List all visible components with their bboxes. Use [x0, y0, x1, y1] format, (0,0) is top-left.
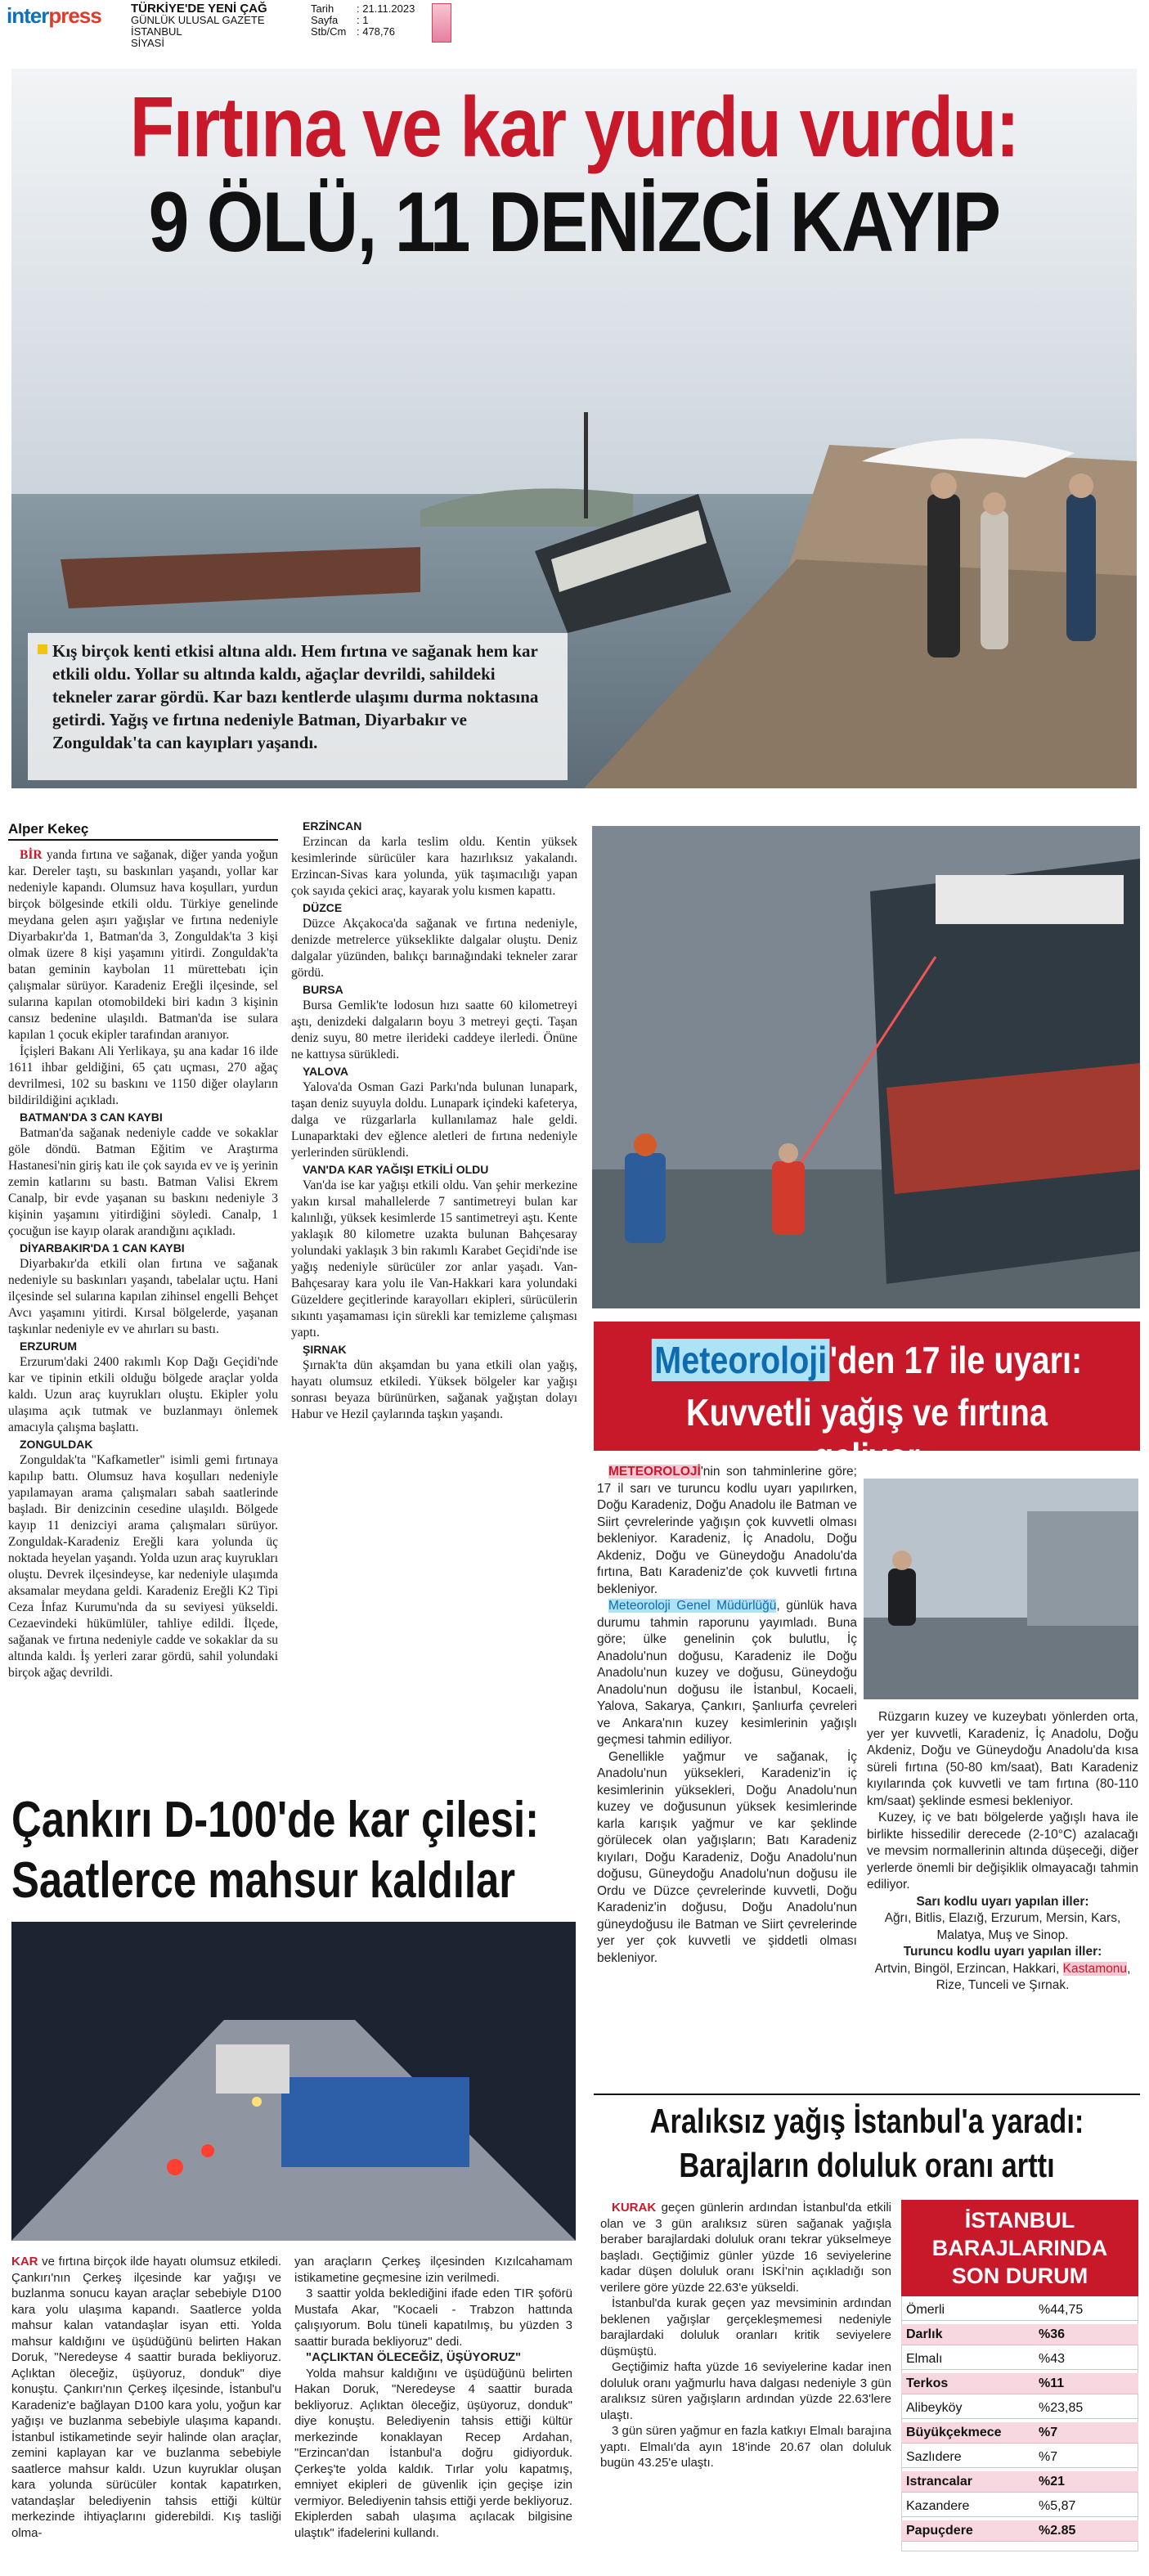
subhead-erzincan: ERZİNCAN: [303, 819, 362, 832]
dam-levels-heading: İSTANBUL BARAJLARINDA SON DURUM: [901, 2200, 1138, 2296]
rescue-scene-illustration: [592, 826, 1140, 1308]
meteoroloji-lead-word: METEOROLOJİ: [608, 1465, 701, 1479]
interpress-logo: interpress: [7, 3, 101, 28]
article-paragraph: Diyarbakır'da etkili olan fırtına ve sağanak nedeniyle su baskınları yaşandı, tabelalar uçtu. Hani ilçesinde sel sularına kapılan zihinsel engelli Behçet Avcı yaşamını yitirdi. Kırsal bölgelerde, yaşanan taşkınlar nedeniyle ev ve ahırları su bastı.: [8, 1257, 278, 1336]
dam-value: %23,85: [1039, 2401, 1084, 2415]
orange-alert-heading: Turuncu kodlu uyarı yapılan iller:: [903, 1945, 1102, 1959]
dam-name: Istrancalar: [906, 2475, 972, 2488]
dam-row: [901, 2471, 1138, 2493]
subhead-aclik: "AÇLIKTAN ÖLECEĞİZ, ÜŞÜYORUZ": [306, 2350, 522, 2364]
barajlar-paragraph: İstanbul'da kurak geçen yaz mevsiminin ardından beklenen yağışlar gerçekleşmemesi nedeniyle barajlardaki doluluk oranları kritik seviyelere düşmüştü.: [600, 2296, 891, 2358]
dam-name: Alibeyköy: [906, 2401, 963, 2415]
dam-row: [901, 2373, 1138, 2394]
dam-row: [901, 2324, 1138, 2345]
cankiri-column-2: [294, 2254, 572, 2573]
main-headline-line1: Fırtına ve kar yurdu vurdu:: [129, 80, 1019, 175]
yellow-alert-list: Ağrı, Bitlis, Elazığ, Erzurum, Mersin, Kars, Malatya, Muş ve Sinop.: [884, 1911, 1121, 1942]
dam-value: %36: [1039, 2327, 1066, 2341]
dam-row: [901, 2398, 1138, 2419]
dam-name: Büyükçekmece: [906, 2426, 1002, 2439]
barajlar-paragraph: 3 gün süren yağmur en fazla katkıyı Elmalı barajına yaptı. Elmalı'da ayın 18'inde 20.67 olan doluluk bugün 43.25'e ulaştı.: [600, 2424, 891, 2470]
cankiri-paragraph: Yolda mahsur kaldığını ve üşüdüğünü belirten Hakan Doruk, "Neredeyse 4 saattir burada bekliyoruz. Açlıktan öleceğiz, üşüyoruz, donduk" diye konuştu. Belediyenin tahsis ettiği kültür merkezinde konaklayan Recep Ardahan, "Erzincan'dan İstanbul'a doğru gidiyorduk. Çerkeş'te yolda kaldık. Tırlar yolu kapatmış, emniyet ekipleri de güvenlik için geçişe izin vermiyor. Belediyenin tahsis ettiği yerde bekliyoruz. Ekiplerden sabah ulaşıma açılacak bilgisine ulaştık" ifadelerini kullandı.: [294, 2366, 572, 2540]
dam-name: Papuçdere: [906, 2524, 973, 2538]
dam-value: %2.85: [1039, 2524, 1076, 2538]
cankiri-lead-word: KAR: [11, 2255, 38, 2269]
article-paragraph: Erzurum'daki 2400 rakımlı Kop Dağı Geçidi'nde kar ve tipinin etkili olduğu bölgede araçlar yolda kaldı. Uzun araç kuyrukları oluştu. Ekipler yolu ulaşıma açık tutmak ve buzlanmayı önlemek amacıyla çalışma başlattı.: [8, 1355, 278, 1434]
dam-row: [901, 2447, 1138, 2468]
article-paragraph: Düzce Akçakoca'da sağanak ve fırtına nedeniyle, denizde metrelerce yükseklikte dalgalar oluştu. Deniz dalgalar yüzünden, balıkçı barınağındaki tekneler zarar gördü.: [291, 917, 577, 980]
article-paragraph: yanda fırtına ve sağanak, diğer yanda yoğun kar. Dereler taştı, su baskınları yaşandı, yollar kar nedeniyle kapandı. Olumsuz hava koşulları, yurdun birçok bölgesinde etkili oldu. Türkiye genelinde meydana gelen aşırı yağışlar ve fırtına nedeniyle Diyarbakır'da 1, Batman'da 3, Zonguldak'ta 3 kişi olmak üzere 8 kişi yaşamını yitirdi. Zonguldak'ta batan geminin kaybolan 11 mürettebatı için çalışmalar sürüyor. Karadeniz Ereğli ilçesinde, sel sularına kapılan otomobildeki biri kadın 3 kişinin cansız bedenine ulaşıldı. Batman'da ise sulara kapılan 1 çocuk ekipler tarafından aranıyor.: [8, 848, 278, 1042]
cankiri-headline-line2: Saatlerce mahsur kaldılar: [11, 1852, 516, 1909]
dam-row: [901, 2349, 1138, 2370]
article-paragraph: Van'da ise kar yağışı etkili oldu. Van şehir merkezine yakın kırsal mahallelerde 7 santimetreyi bulan kar kalınlığı, yüksek kesimlerde 15 santimetreyi aştı. Kente yaklaşık 80 kilometre uzakta bulunan Bahçesaray yolundaki yaklaşık 3 bin rakımlı Karabet Geçidi'nde ise yağış nedeniyle sürücüler zor anlar yaşadı. Van-Bahçesaray kara yolu ile Van-Hakkari kara yolundaki Güzeldere geçitlerinde karayolları ekipleri, sürücülerin sıkıntı yaşamaması için sürekli kar temizleme çalışması yaptı.: [291, 1178, 577, 1340]
clip-meta: Tarih : 21.11.2023 Sayfa : 1 Stb/Cm : 478,76: [311, 2, 415, 38]
dam-row: [901, 2496, 1138, 2517]
subhead-duzce: DÜZCE: [303, 901, 343, 914]
meteoroloji-mgm-highlight: Meteoroloji Genel Müdürlüğü: [608, 1599, 777, 1613]
meteoroloji-paragraph: Kuzey, iç ve batı bölgelerde yağışlı hava ile birlikte hissedilir derecede (2-10°C) azalacağı ve mevsim normallerinin altında düşeceği, diğer yerlerde önemli bir değişiklik olmayacağı tahmin ediliyor.: [867, 1811, 1138, 1892]
rescue-photo: [592, 826, 1140, 1308]
article-paragraph: Yalova'da Osman Gazi Parkı'nda bulunan lunapark, taşan deniz suyuyla doldu. Lunapark içindeki kafeterya, dalga ve rüzgarlarla kullanılamaz hale geldi. Lunaparktaki dev eğlence aletleri de fırtına nedeniyle yerlerinden sürüklendi.: [291, 1080, 577, 1160]
meteoroloji-headline-line2: Kuvvetli yağış ve fırtına geliyor: [686, 1391, 1048, 1478]
cankiri-headline-line1: Çankırı D-100'de kar çilesi:: [11, 1792, 540, 1848]
subhead-batman: BATMAN'DA 3 CAN KAYBI: [20, 1111, 163, 1124]
subhead-diyarbakir: DİYARBAKIR'DA 1 CAN KAYBI: [20, 1241, 185, 1254]
barajlar-rule: [594, 2094, 1140, 2095]
dam-name: Ömerli: [906, 2303, 945, 2317]
meteoroloji-column-1: METEOROLOJİ'nin son tahminlerine göre; 17 il sarı ve turuncu kodlu uyarı yapılırken, Doğu Karadeniz, Doğu Anadolu ile Batman ve Siirt çevrelerinde yağışın çok kuvvetli olması bekleniyor. Karadeniz, İç Anadolu, Doğu Akdeniz, Doğu ve Güneydoğu Anadolu'da fırtına, Batı Karadeniz'de çok kuvvetli fırtına bekleniyor. Meteoroloji Genel Müdürlüğü, günlük hava durumu tahmin raporunu yayımladı. Buna göre; ülke genelinin çok bulutlu, İç Anadolu'nun doğusu, Karadeniz ile Doğu Anadolu'nun kuzey ve doğusu, Güneydoğu Anadolu'nun doğusu ile İstanbul, Kocaeli, Yalova, Sakarya, Çankırı, Şanlıurfa çevreleri ve Ankara'nın kuzey kesimlerinin yağışlı geçmesi tahmin ediliyor. Genellikle yağmur ve sağanak, İç Anadolu'nun yüksekleri, Karadeniz'in iç kesimlerinin yüksekleri, Doğu Anadolu'nun kuzey ve doğusunun yüksek kesimlerinde karla karışık yağmur ve kar şeklinde görülecek olan yağışların; Batı Karadeniz kıyıları, Doğu Karadeniz, Doğu Anadolu'nun doğusu, Güneydoğu Anadolu'nun doğusu ile Ordu ve Düzce çevrelerinde kuvvetli, Doğu Karadeniz'in doğusu, Doğu Anadolu'nun güneydoğusu ile Batman ve Siirt çevrelerinde yer yer çok kuvvetli ve şiddetli olması bekleniyor.: [597, 1464, 857, 2085]
meteoroloji-column-2: [867, 1709, 1138, 2089]
lead-word: BİR: [20, 848, 43, 862]
yellow-alert-heading: Sarı kodlu uyarı yapılan iller:: [916, 1894, 1089, 1909]
barajlar-paragraph: Geçtiğimiz hafta yüzde 16 seviyelerine kadar inen doluluk oranı yağmurlu hava dalgası nedeniyle 3 gün aralıksız süren yağışların ardından yüzde 22.63'lere ulaştı.: [600, 2360, 891, 2422]
subhead-van: VAN'DA KAR YAĞIŞI ETKİLİ OLDU: [303, 1163, 489, 1176]
dam-value: %21: [1039, 2475, 1066, 2488]
hero-photo: [11, 69, 1137, 788]
color-marker: [432, 3, 451, 43]
cankiri-column-1: KAR ve fırtına birçok ilde hayatı olumsuz etkiledi. Çankırı'nın Çerkeş ilçesinde kar yağışı ve buzlanma sonucu kayan araçlar sebebiyle D100 kara yolu ulaşıma kapandı. Saatlerce yolda mahsur kalan vatandaşlar isyan etti. Yolda mahsur kaldığını ve üşüdüğünü belirten Hakan Doruk, "Neredeyse 4 saattir burada bekliyoruz. Açlıktan öleceğiz, üşüyoruz, donduk" diye konuştu. Çankırı'nın Çerkeş ilçesinde, İstanbul'u Karadeniz'e bağlayan D100 kara yolu, yoğun kar yağışı ve buzlanma sebebiyle ulaşıma kapandı. İstanbul istikametinde seyir halinde olan araçlar, zemini kaplayan kar ve buzlanma sebebiyle saatlerce mahsur kaldı. Uzun kuyruklar oluşan kara yolunda sürücüler kontak kapatırken, vatandaşlar belediyenin tahsis ettiği kültür merkezinde ihtiyaçlarını giderebildi. Kış tasliği olma-: [11, 2255, 281, 2540]
traffic-jam-photo: [11, 1922, 576, 2241]
subhead-zonguldak: ZONGULDAK: [20, 1438, 93, 1451]
article-paragraph: İçişleri Bakanı Ali Yerlikaya, şu ana kadar 16 ilde 1611 ihbar geldiğini, 65 çatı uçması, 270 ağaç devrilmesi, 102 su baskını ve 1150 diğer olayların bildirildiğini açıkladı.: [8, 1044, 278, 1107]
article-paragraph: Erzincan da karla teslim oldu. Kentin yüksek kesimlerinde sürücüler kara hazırlıksız yakalandı. Erzincan-Sivas kara yolunda, yük taşımacılığı yapan çok sayıda çekici araç, kayarak yolu kısmen kapattı.: [291, 835, 577, 898]
source-block: TÜRKİYE'DE YENİ ÇAĞ GÜNLÜK ULUSAL GAZETE İSTANBUL SİYASİ: [131, 2, 267, 49]
article-paragraph: Şırnak'ta dün akşamdan bu yana etkili olan yağış, hayatı olumsuz etkiledi. Yüksek bölgeler kar yağışı sonrası beyaza bürünürken, sağanak yağıştan dolayı Habur ve Hezil çaylarında taşkın yaşandı.: [291, 1358, 577, 1421]
dam-name: Terkos: [906, 2376, 949, 2390]
dam-value: %7: [1039, 2450, 1058, 2464]
traffic-scene-illustration: [11, 1922, 576, 2241]
article-column-1: [8, 847, 278, 1788]
dam-value: %7: [1039, 2426, 1058, 2439]
dam-row: [901, 2300, 1138, 2321]
main-headline-line2: 9 ÖLÜ, 11 DENİZCİ KAYIP: [148, 175, 1000, 270]
cankiri-paragraph: yan araçların Çerkeş ilçesinden Kızılcahamam istikametine geçmesine izin verilmedi.: [294, 2255, 572, 2285]
byline-rule: [8, 839, 278, 841]
subhead-sirnak: ŞIRNAK: [303, 1343, 347, 1356]
subhead-bursa: BURSA: [303, 983, 343, 996]
subhead-erzurum: ERZURUM: [20, 1340, 77, 1353]
dam-row: [901, 2422, 1138, 2444]
subhead-yalova: YALOVA: [303, 1065, 349, 1078]
article-paragraph: Zonguldak'ta "Kafkametler" isimli gemi fırtınaya kapılıp battı. Olumsuz hava koşulları nedeniyle yapılamayan arama çalışmaları sabah saatlerinde başladı. Bir denizcinin cesedine ulaşıldı. Bölgede kayıp 11 denizciyi arama çalışmaları sürüyor. Zonguldak-Karadeniz Ereğli kara yolunda üç noktada heyelan yaşandı. Yolda uzun araç kuyrukları oluştu. Devrek ilçesindeyse, kar nedeniyle ulaşımda aksamalar meydana geldi. Karadeniz Ereğli K2 Tipi Ceza İnfaz Kurumu'nda da su seviyesi yükseldi. Cezaevindeki hükümlüler, tahliye edildi. İlçede, sağanak ve fırtına nedeniyle cadde ve sokaklar da su altında kaldı. İş yerleri zarar gördü, sahil yolundaki birçok ağaç devrildi.: [8, 1453, 278, 1680]
meteoroloji-headline-line1: Meteoroloji'den 17 ile uyarı:: [632, 1338, 1102, 1382]
dam-name: Kazandere: [906, 2499, 970, 2513]
dam-name: Sazlıdere: [906, 2450, 962, 2464]
dam-value: %44,75: [1039, 2303, 1084, 2317]
meteoroloji-paragraph: Rüzgarın kuzey ve kuzeybatı yönlerden orta, yer yer kuvvetli, Karadeniz, İç Anadolu, Doğu Akdeniz, Doğu ve Güneydoğu Anadolu'da kısa süreli fırtına (50-80 km/saat), Batı Karadeniz kıyılarında çok kuvvetli ve tam fırtına (80-110 km/saat) şeklinde esmesi bekleniyor.: [867, 1710, 1138, 1808]
dam-row: [901, 2520, 1138, 2542]
orange-alert-list: Artvin, Bingöl, Erzincan, Hakkari, Kastamonu, Rize, Tunceli ve Şırnak.: [874, 1961, 1131, 1992]
byline: Alper Kekeç: [8, 821, 89, 837]
dam-value: %11: [1039, 2376, 1065, 2390]
meteoroloji-paragraph: Genellikle yağmur ve sağanak, İç Anadolu'nun yüksekleri, Karadeniz'in iç kesimlerinin yüksekleri, Doğu Anadolu'nun kuzey ve doğusunun yüksek kesimlerinde karla karışık yağmur ve kar şeklinde görülecek olan yağışların; Batı Karadeniz kıyıları, Doğu Karadeniz, Doğu Anadolu'nun doğusu, Güneydoğu Anadolu'nun doğusu ile Ordu ve Düzce çevrelerinde kuvvetli, Doğu Karadeniz'in doğusu, Doğu Anadolu'nun güneydoğusu ile Batman ve Siirt çevrelerinde yer yer çok kuvvetli ve şiddetli olması bekleniyor.: [597, 1749, 857, 1965]
article-column-2: [291, 818, 577, 1788]
barajlar-column: KURAK geçen günlerin ardından İstanbul'da etkili olan ve 3 gün aralıksız süren sağanak yağışla beraber barajlardaki doluluk oranı tekrar yükselmeye başladı. Geçtiğimiz günler yüzde 16 seviyelerine kadar düşen doluluk oranı İSKİ'nin açıkladığı son verilere göre yüzde 22.63'e yükseldi. İstanbul'da kurak geçen yaz mevsiminin ardından beklenen yağışlar gerçekleşmemesi nedeniyle barajlardaki doluluk oranları kritik seviyelere düşmüştü. Geçtiğimiz hafta yüzde 16 seviyelerine kadar inen doluluk oranı yağmurlu hava dalgası nedeniyle 3 gün aralıksız süren yağışların ardından yüzde 22.63'lere ulaştı. 3 gün süren yağmur en fazla katkıyı Elmalı barajına yaptı. Elmalı'da ayın 18'inde 20.67 olan doluluk bugün 43.25'e ulaştı.: [600, 2201, 891, 2470]
windy-person-photo: [864, 1479, 1138, 1699]
hero-spot-text: Kış birçok kenti etkisi altına aldı. Hem fırtına ve sağanak hem kar etkili oldu. Yollar su altında kaldı, ağaçlar devrildi, sahildeki tekneler zarar gördü. Kar bazı kentlerde ulaşımı durma noktasına getirdi. Yağış ve fırtına nedeniyle Batman, Diyarbakır ve Zonguldak'ta can kayıpları yaşandı.: [28, 633, 568, 780]
cankiri-paragraph: 3 saattir yolda beklediğini ifade eden TIR şoförü Mustafa Akar, "Kocaeli - Trabzon hattında çalışıyorum. Bolu tüneli kapatılmış, bu yüzden 3 saattir burada bekliyoruz" dedi.: [294, 2287, 572, 2349]
article-paragraph: Batman'da sağanak nedeniyle cadde ve sokaklar göle döndü. Batman Eğitim ve Araştırma Hastanesi'nin giriş katı ile çok sayıda ev ve iş yerinin zemin katlarını su bastı. Batman Valisi Ekrem Canalp, bir evde yaşanan su baskını nedeniyle 3 kişinin yaşamını yitirdiğini söyledi. Canalp, 1 çocuğun ise kayıp olarak arandığını açıkladı.: [8, 1126, 278, 1238]
dam-name: Elmalı: [906, 2352, 943, 2366]
windy-scene-illustration: [864, 1479, 1138, 1699]
dam-value: %5,87: [1039, 2499, 1076, 2513]
barajlar-lead-word: KURAK: [612, 2201, 657, 2215]
article-paragraph: Bursa Gemlik'te lodosun hızı saatte 60 kilometreyi aştı, denizdeki dalgaların boyu 3 metreyi geçti. Taşan deniz suyu, 80 metre ilerideki caddeye ilerledi. Önüne ne kattıysa sürükledi.: [291, 999, 577, 1061]
barajlar-headline-line1: Aralıksız yağış İstanbul'a yaradı:: [649, 2102, 1084, 2140]
dam-name: Darlık: [906, 2327, 943, 2341]
dam-value: %43: [1039, 2352, 1066, 2366]
barajlar-headline-line2: Barajların doluluk oranı arttı: [679, 2146, 1055, 2184]
